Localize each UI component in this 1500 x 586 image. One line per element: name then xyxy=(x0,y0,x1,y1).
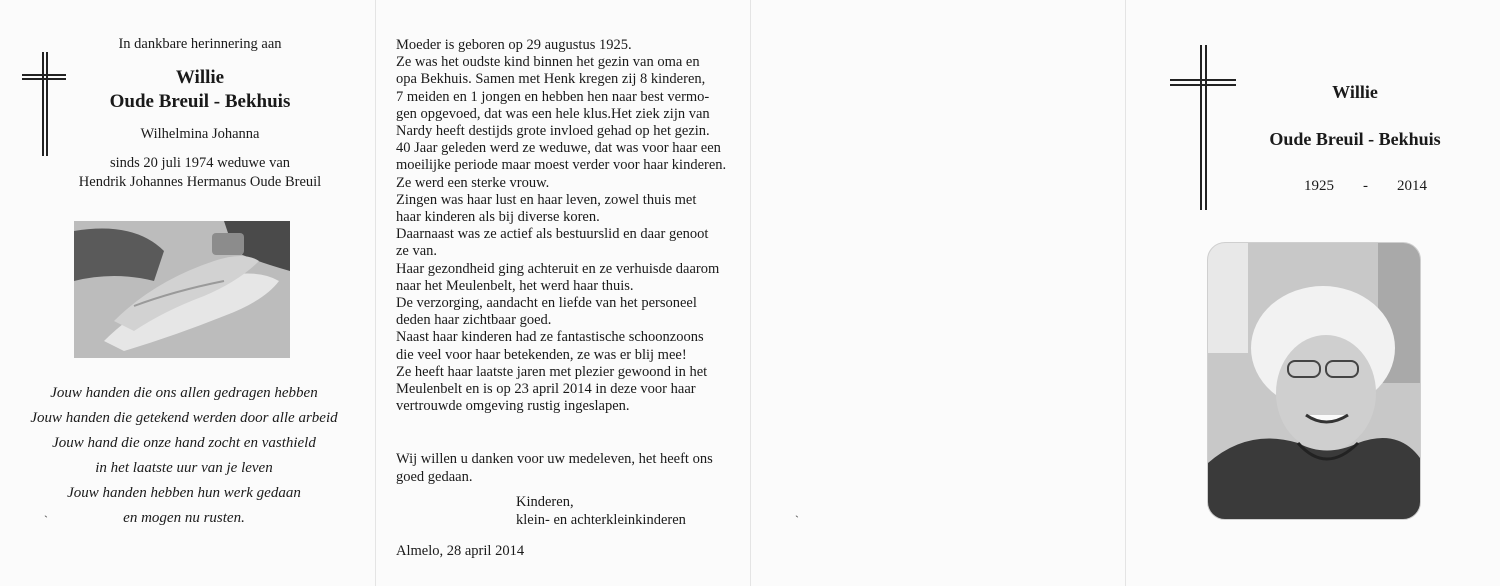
punch-mark: ˏ xyxy=(795,504,799,518)
poem-line: in het laatste uur van je leven xyxy=(95,460,273,476)
biography-line: haar kinderen als bij diverse koren. xyxy=(396,209,600,226)
portrait-photo xyxy=(1207,242,1421,520)
biography-line: 7 meiden en 1 jongen en hebben hen naar best vermo- xyxy=(396,88,710,105)
surname: Oude Breuil - Bekhuis xyxy=(109,91,291,112)
signer-line: klein- en achterkleinkinderen xyxy=(516,511,686,528)
punch-mark: ˏ xyxy=(44,504,48,518)
widow-line: sinds 20 juli 1974 weduwe van xyxy=(109,155,291,171)
biography-line: ze van. xyxy=(396,243,438,260)
signer-line: Kinderen, xyxy=(516,494,574,510)
biography-line: De verzorging, aandacht en liefde van het personeel xyxy=(396,295,697,312)
signers xyxy=(516,494,686,529)
cross-icon xyxy=(22,52,66,156)
cross-icon xyxy=(1170,45,1236,210)
husband-name: Hendrik Johannes Hermanus Oude Breuil xyxy=(78,174,322,190)
biography-line: opa Bekhuis. Samen met Henk kregen zij 8 kinderen, xyxy=(396,71,706,88)
biography-line: deden haar zichtbaar goed. xyxy=(396,312,552,329)
biography-line: Naast haar kinderen had ze fantastische schoonzoons xyxy=(396,329,704,346)
poem-line: Jouw handen die ons allen gedragen hebben xyxy=(50,385,318,401)
biography-line: gen opgevoed, dat was een hele klus.Het ziek zijn van xyxy=(396,105,710,122)
intro-text: In dankbare herinnering aan xyxy=(118,36,282,52)
given-names: Wilhelmina Johanna xyxy=(140,126,260,142)
right-first-name: Willie xyxy=(1332,82,1378,102)
biography-line: naar het Meulenbelt, het werd haar thuis. xyxy=(396,277,634,294)
fold-line xyxy=(375,0,376,586)
biography-line: Zingen was haar lust en haar leven, zowel thuis met xyxy=(396,191,697,208)
place-date: Almelo, 28 april 2014 xyxy=(396,543,525,559)
biography-line: Ze werd een sterke vrouw. xyxy=(396,174,550,191)
biography-line: Nardy heeft destijds grote invloed gehad op het gezin. xyxy=(396,123,710,140)
death-year: 2014 xyxy=(1397,178,1427,194)
first-name: Willie xyxy=(175,67,225,88)
biography-line: Ze was het oudste kind binnen het gezin van oma en xyxy=(396,54,700,71)
biography-line: Meulenbelt en is op 23 april 2014 in deze voor haar xyxy=(396,381,696,398)
poem-line: Jouw hand die onze hand zocht en vasthield xyxy=(52,435,316,451)
poem-line: Jouw handen die getekend werden door alle arbeid xyxy=(30,410,338,426)
birth-year: 1925 xyxy=(1304,178,1334,194)
poem-line: Jouw handen hebben hun werk gedaan xyxy=(67,485,301,501)
biography-line: die veel voor haar betekenden, ze was er blij mee! xyxy=(396,346,687,363)
year-dash: - xyxy=(1363,178,1368,194)
biography-line: Moeder is geboren op 29 augustus 1925. xyxy=(396,37,632,53)
folded-hands-photo xyxy=(74,221,290,358)
biography-line: Haar gezondheid ging achteruit en ze verhuisde daarom xyxy=(396,260,720,277)
right-surname: Oude Breuil - Bekhuis xyxy=(1269,129,1441,149)
fold-line xyxy=(750,0,751,586)
biography-line: moeilijke periode maar moest verder voor haar kinderen. xyxy=(396,157,727,174)
biography-line: vertrouwde omgeving rustig ingeslapen. xyxy=(396,398,630,415)
thanks-line: goed gedaan. xyxy=(396,468,473,485)
biography-line: Ze heeft haar laatste jaren met plezier gewoond in het xyxy=(396,363,708,380)
poem-line: en mogen nu rusten. xyxy=(123,510,245,526)
thanks-line: Wij willen u danken voor uw medeleven, het heeft ons xyxy=(396,451,713,467)
biography xyxy=(396,37,736,415)
thanks-text xyxy=(396,451,736,486)
biography-line: Daarnaast was ze actief als bestuurslid en daar genoot xyxy=(396,226,709,243)
biography-line: 40 Jaar geleden werd ze weduwe, dat was voor haar een xyxy=(396,140,721,157)
fold-line xyxy=(1125,0,1126,586)
